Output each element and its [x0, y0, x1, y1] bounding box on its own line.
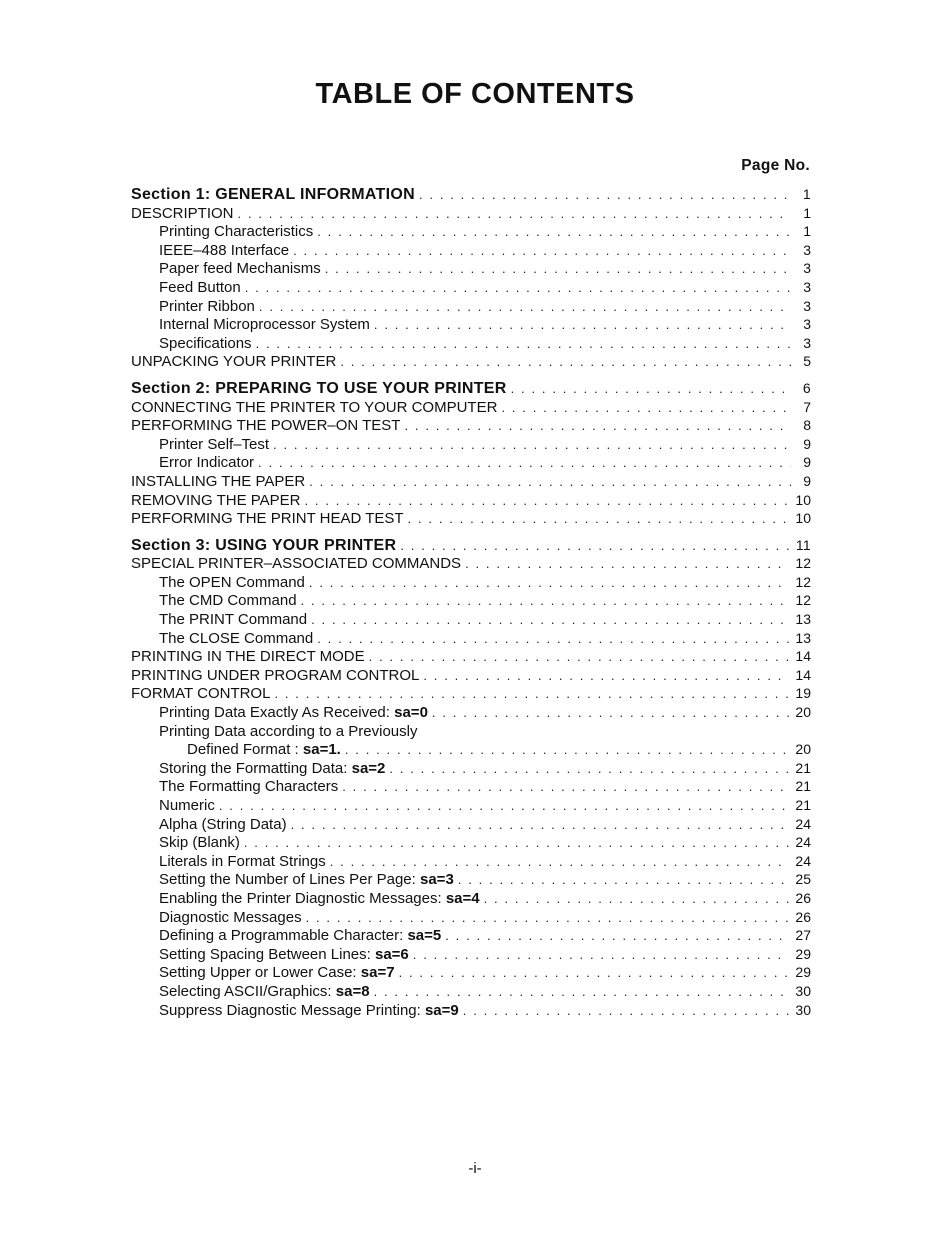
toc-page-number: 30 [795, 1001, 811, 1018]
dot-leader [244, 835, 790, 850]
dot-leader [293, 243, 791, 258]
dot-leader [238, 206, 791, 221]
dot-leader [256, 336, 791, 351]
toc-page-number: 9 [803, 454, 811, 471]
toc-entry [131, 778, 811, 797]
dot-leader [408, 511, 790, 526]
toc-page-number: 25 [795, 871, 811, 888]
toc-page-number: 12 [795, 573, 811, 590]
toc-page-number: 24 [795, 815, 811, 832]
toc-entry [131, 704, 811, 723]
toc-page-number: 30 [795, 982, 811, 999]
toc-entry-label: Numeric [159, 797, 215, 814]
toc-entry-label: Setting Upper or Lower Case: sa=7 [159, 964, 395, 982]
toc-entry [131, 983, 811, 1002]
dot-leader [432, 705, 790, 720]
dot-leader [291, 817, 790, 832]
toc-entry-label: The CMD Command [159, 592, 297, 610]
toc-entry [131, 492, 811, 511]
toc-page-number: 14 [795, 666, 811, 683]
toc-page-number: 12 [795, 555, 811, 572]
toc-entry-label: DESCRIPTION [131, 204, 234, 222]
dot-leader [311, 612, 789, 627]
dot-leader [317, 631, 789, 646]
toc-entry [131, 574, 811, 593]
dot-leader [219, 798, 790, 813]
dot-leader [301, 593, 790, 608]
toc-entry-label: Defined Format : sa=1. [187, 741, 341, 759]
toc-entry-label: INSTALLING THE PAPER [131, 472, 306, 490]
toc-entry [131, 454, 811, 473]
toc-entry-label: IEEE–488 Interface [159, 241, 290, 259]
toc-page-number: 12 [795, 592, 811, 609]
toc-entry-label: Specifications [159, 334, 252, 352]
toc-entry-label: Feed Button [159, 278, 241, 296]
toc-section-entry [131, 537, 811, 556]
dot-leader [258, 455, 791, 470]
toc-entry-label: The PRINT Command [159, 611, 308, 629]
page-title: TABLE OF CONTENTS [315, 78, 635, 110]
toc-entry-label: Printing Data according to a Previously [159, 722, 418, 740]
toc-entry [131, 335, 811, 354]
toc-entry [131, 816, 811, 835]
dot-leader [259, 299, 791, 314]
toc-entry [131, 242, 811, 261]
dot-leader [309, 474, 791, 489]
secondary-address-code: sa=7 [360, 964, 395, 982]
secondary-address-code: sa=8 [335, 982, 370, 1000]
toc-entry-label: Suppress Diagnostic Message Printing: sa=9 [159, 1001, 459, 1019]
toc-entry-label: Defining a Programmable Character: sa=5 [159, 927, 442, 945]
toc-entry-label: Alpha (String Data) [159, 815, 287, 833]
dot-leader [501, 400, 791, 415]
secondary-address-code: sa=6 [374, 945, 409, 963]
dot-leader [340, 354, 791, 369]
toc-entry [131, 909, 811, 928]
toc-page-number: 3 [803, 316, 811, 333]
dot-leader [374, 984, 790, 999]
toc-page-number: 10 [795, 510, 811, 527]
toc-entry-label: Skip (Blank) [159, 834, 240, 852]
toc-page-number: 24 [795, 852, 811, 869]
toc-entry [131, 279, 811, 298]
dot-leader [273, 437, 791, 452]
toc-page-number: 21 [795, 797, 811, 813]
toc-entry-label: Selecting ASCII/Graphics: sa=8 [159, 982, 370, 1000]
toc-page-number: 14 [795, 648, 811, 665]
dot-leader [458, 872, 790, 887]
toc-entry-label: UNPACKING YOUR PRINTER [131, 353, 337, 371]
toc-entry [131, 890, 811, 909]
toc-entry [131, 946, 811, 965]
dot-leader [419, 187, 791, 202]
toc-page-number: 3 [803, 260, 811, 277]
dot-leader [245, 280, 791, 295]
dot-leader [423, 668, 789, 683]
toc-entry-label: REMOVING THE PAPER [131, 491, 301, 509]
dot-leader [445, 928, 789, 943]
toc-entry [131, 1002, 811, 1021]
toc-entry-label: Printing Characteristics [159, 223, 314, 241]
toc-entry-label: Paper feed Mechanisms [159, 260, 321, 278]
toc-entry [131, 592, 811, 611]
toc-entry-label: PRINTING UNDER PROGRAM CONTROL [131, 666, 420, 684]
dot-leader [369, 649, 790, 664]
dot-leader [413, 947, 790, 962]
toc-entry [131, 436, 811, 455]
toc-entry-label: CONNECTING THE PRINTER TO YOUR COMPUTER [131, 398, 498, 416]
toc-entry-label: Error Indicator [159, 454, 255, 472]
toc-page-number: 3 [803, 334, 811, 351]
toc-page-number: 27 [795, 927, 811, 944]
toc-entry-label: The CLOSE Command [159, 629, 314, 647]
dot-leader [389, 761, 789, 776]
toc-entry-label: Section 3: USING YOUR PRINTER [131, 536, 397, 554]
toc-entry [131, 797, 811, 816]
table-of-contents [131, 186, 811, 1020]
toc-entry-label: PERFORMING THE PRINT HEAD TEST [131, 510, 404, 528]
dot-leader [484, 891, 790, 906]
toc-entry [131, 760, 811, 779]
toc-entry-label: Printing Data Exactly As Received: sa=0 [159, 704, 428, 722]
secondary-address-code: sa=1. [302, 741, 341, 759]
toc-entry [131, 298, 811, 317]
secondary-address-code: sa=9 [424, 1001, 459, 1019]
toc-page-number: 3 [803, 297, 811, 314]
toc-page-number: 24 [795, 834, 811, 851]
toc-entry-label: Setting Spacing Between Lines: sa=6 [159, 945, 409, 963]
toc-page-number: 21 [795, 759, 811, 776]
dot-leader [463, 1003, 790, 1018]
dot-leader [317, 224, 791, 239]
toc-entry [131, 630, 811, 649]
toc-page-number: 26 [795, 908, 811, 925]
toc-entry [131, 417, 811, 436]
toc-entry-label: Literals in Format Strings [159, 852, 326, 870]
toc-entry-label: Diagnostic Messages [159, 908, 302, 926]
toc-page-number: 29 [795, 945, 811, 962]
secondary-address-code: sa=0 [394, 704, 428, 722]
toc-page-number: 1 [803, 204, 811, 221]
toc-entry-label: Section 2: PREPARING TO USE YOUR PRINTER [131, 379, 507, 397]
toc-entry [131, 927, 811, 946]
toc-page-number: 1 [803, 223, 811, 240]
toc-entry [131, 510, 811, 529]
secondary-address-code: sa=5 [407, 927, 442, 945]
toc-page-number: 13 [795, 629, 811, 646]
toc-page-number: 9 [803, 435, 811, 452]
toc-entry [131, 260, 811, 279]
toc-entry [131, 648, 811, 667]
dot-leader [404, 418, 791, 433]
dot-leader [374, 317, 791, 332]
toc-entry-label: Setting the Number of Lines Per Page: sa=3 [159, 871, 454, 889]
toc-entry-label: Internal Microprocessor System [159, 316, 370, 334]
toc-page-number: 7 [803, 398, 811, 415]
toc-entry [131, 316, 811, 335]
toc-page-number: 20 [795, 741, 811, 758]
dot-leader [342, 779, 789, 794]
dot-leader [400, 538, 790, 553]
dot-leader [399, 965, 790, 980]
toc-entry-label: Printer Ribbon [159, 297, 255, 315]
toc-page-number: 5 [803, 353, 811, 370]
toc-page-number: 11 [795, 536, 811, 553]
toc-entry [131, 473, 811, 492]
toc-entry-label: FORMAT CONTROL [131, 685, 271, 703]
toc-entry [131, 555, 811, 574]
toc-entry-label: Storing the Formatting Data: sa=2 [159, 759, 386, 777]
toc-entry [131, 834, 811, 853]
toc-page-number: 21 [795, 778, 811, 795]
toc-entry-label: The Formatting Characters [159, 778, 339, 796]
toc-page-number: 6 [802, 379, 811, 396]
toc-entry-label: PRINTING IN THE DIRECT MODE [131, 648, 365, 666]
dot-leader [304, 493, 789, 508]
dot-leader [274, 686, 789, 701]
toc-entry-label: Enabling the Printer Diagnostic Messages: sa=4 [159, 889, 480, 907]
page-footer-number: -i- [468, 1160, 482, 1177]
toc-entry-label: PERFORMING THE POWER–ON TEST [131, 417, 401, 435]
toc-page-number: 1 [802, 186, 811, 202]
toc-section-entry [131, 186, 811, 205]
dot-leader [511, 381, 791, 396]
dot-leader [345, 742, 790, 757]
toc-entry-label: Section 1: GENERAL INFORMATION [131, 186, 415, 203]
toc-page-number: 20 [795, 704, 811, 721]
toc-entry-label: Printer Self–Test [159, 435, 270, 453]
dot-leader [465, 556, 789, 571]
dot-leader [325, 261, 791, 276]
secondary-address-code: sa=2 [351, 759, 386, 777]
toc-entry [131, 741, 811, 760]
toc-section-entry [131, 380, 811, 399]
toc-page-number: 19 [795, 685, 811, 702]
toc-page-number: 13 [795, 611, 811, 628]
dot-leader [306, 910, 790, 925]
toc-page-number: 3 [803, 278, 811, 295]
secondary-address-code: sa=3 [420, 871, 454, 889]
toc-entry [131, 871, 811, 890]
toc-entry [131, 964, 811, 983]
toc-page-number: 10 [795, 491, 811, 508]
toc-entry [131, 685, 811, 704]
toc-entry [131, 399, 811, 418]
toc-page-number: 3 [803, 241, 811, 258]
toc-entry [131, 667, 811, 686]
toc-entry [131, 223, 811, 242]
page-number-column-header: Page No. [741, 157, 810, 174]
toc-entry [131, 853, 811, 872]
toc-entry [131, 723, 811, 742]
secondary-address-code: sa=4 [445, 889, 480, 907]
toc-page-number: 26 [795, 889, 811, 906]
toc-page-number: 29 [795, 964, 811, 981]
toc-entry [131, 611, 811, 630]
toc-page-number: 8 [803, 417, 811, 434]
toc-page-number: 9 [803, 472, 811, 489]
toc-entry [131, 205, 811, 224]
toc-entry-label: SPECIAL PRINTER–ASSOCIATED COMMANDS [131, 555, 462, 573]
dot-leader [309, 575, 790, 590]
dot-leader [330, 854, 790, 869]
toc-entry-label: The OPEN Command [159, 573, 305, 591]
toc-entry [131, 353, 811, 372]
